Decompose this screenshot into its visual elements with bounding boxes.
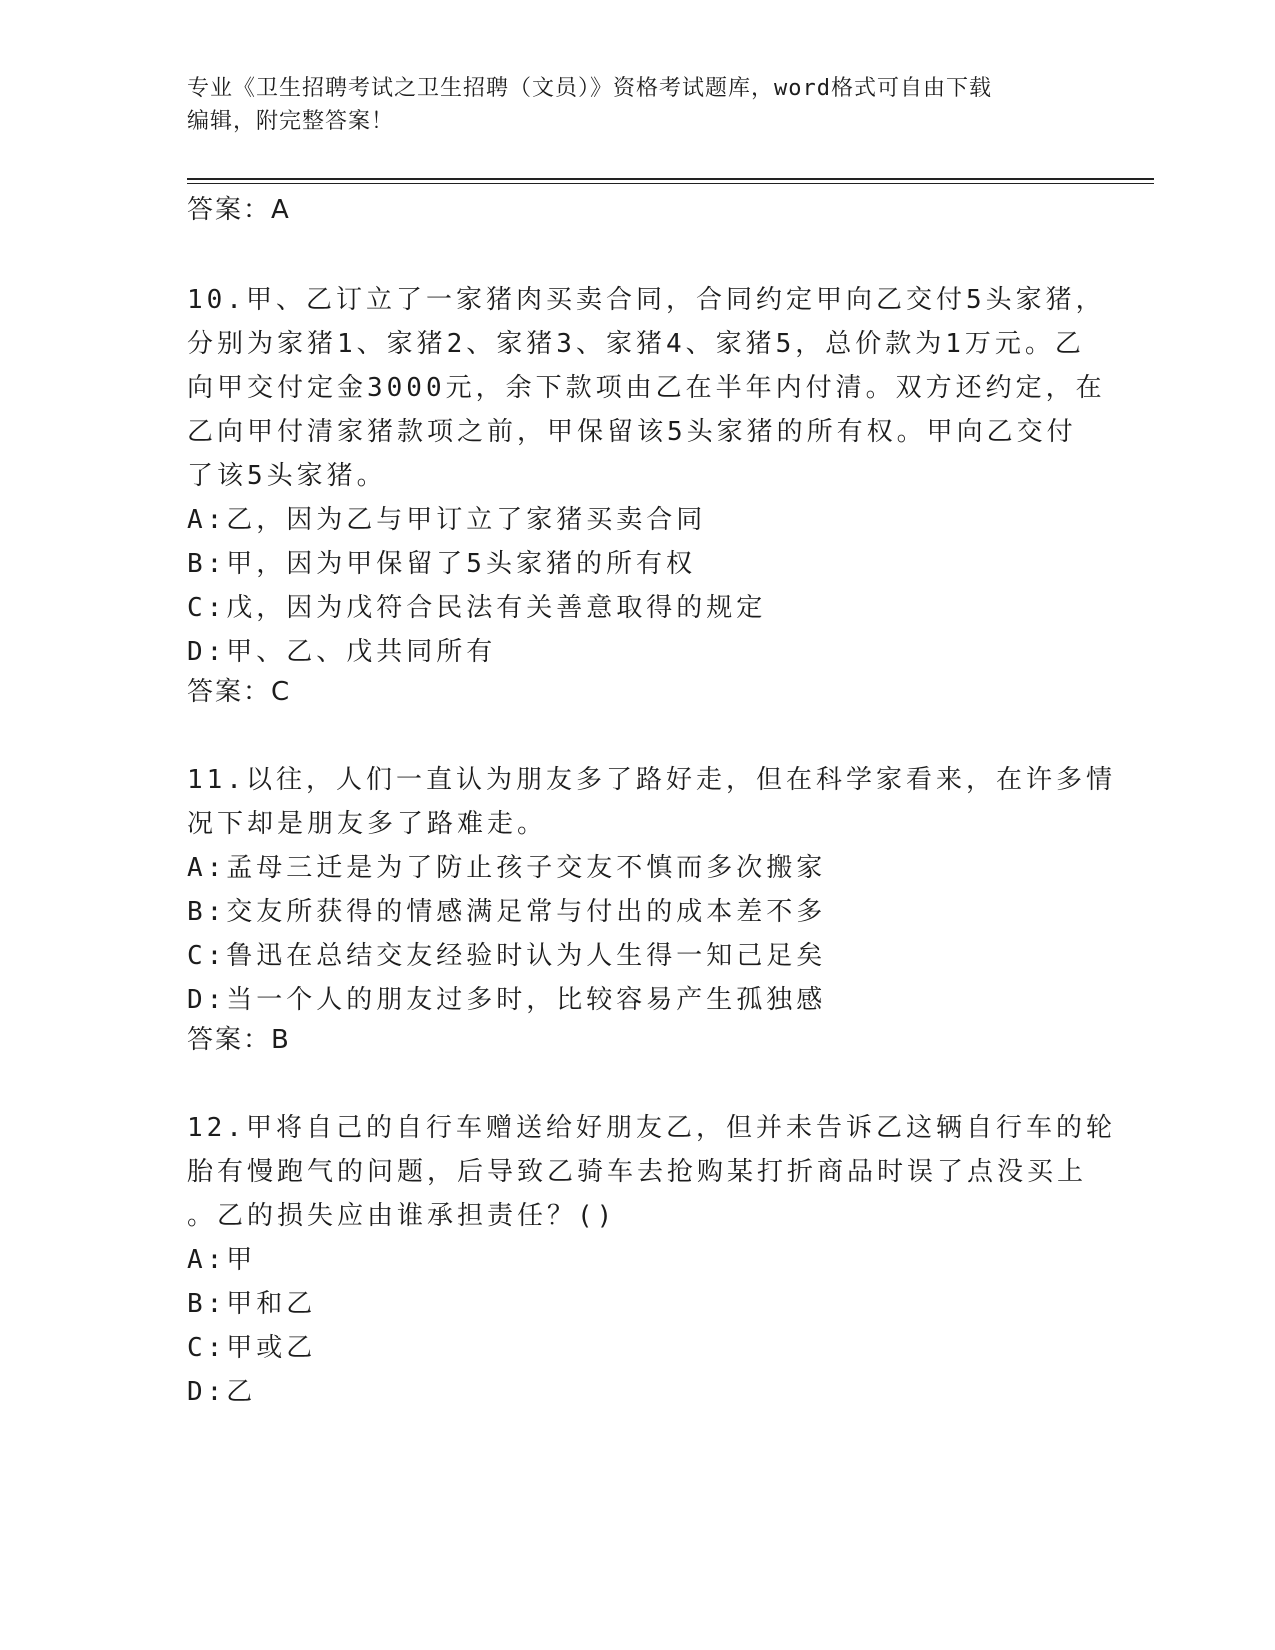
option-d: D:甲、乙、戊共同所有 — [187, 637, 497, 667]
answer: 答案：C — [187, 677, 292, 707]
header-divider — [187, 178, 1154, 180]
question-text-line: 分别为家猪1、家猪2、家猪3、家猪4、家猪5，总价款为1万元。乙 — [187, 329, 1085, 359]
question-text-line: 11.以往，人们一直认为朋友多了路好走，但在科学家看来，在许多情 — [187, 765, 1116, 795]
option-d: D:乙 — [187, 1377, 257, 1407]
question-text-line: 12.甲将自己的自行车赠送给好朋友乙，但并未告诉乙这辆自行车的轮 — [187, 1113, 1116, 1143]
header-line-1: 专业《卫生招聘考试之卫生招聘（文员）》资格考试题库，word格式可自由下载 — [187, 76, 992, 101]
option-a: A:甲 — [187, 1245, 257, 1275]
option-b: B:交友所获得的情感满足常与付出的成本差不多 — [187, 897, 827, 927]
answer: 答案：B — [187, 1025, 291, 1055]
question-text-line: 了该5头家猪。 — [187, 461, 387, 491]
option-b: B:甲和乙 — [187, 1289, 317, 1319]
question-text-line: 胎有慢跑气的问题，后导致乙骑车去抢购某打折商品时误了点没买上 — [187, 1157, 1088, 1187]
question-text-line: 。乙的损失应由谁承担责任？() — [187, 1201, 617, 1231]
option-a: A:乙，因为乙与甲订立了家猪买卖合同 — [187, 505, 707, 535]
question-text-line: 况下却是朋友多了路难走。 — [187, 809, 548, 839]
question-text-line: 向甲交付定金3000元，余下款项由乙在半年内付清。双方还约定，在 — [187, 373, 1106, 403]
option-c: C:戊，因为戊符合民法有关善意取得的规定 — [187, 593, 767, 623]
question-text-line: 10.甲、乙订立了一家猪肉买卖合同，合同约定甲向乙交付5头家猪， — [187, 285, 1106, 315]
header-divider-thin — [187, 183, 1154, 184]
option-d: D:当一个人的朋友过多时，比较容易产生孤独感 — [187, 985, 827, 1015]
option-b: B:甲，因为甲保留了5头家猪的所有权 — [187, 549, 696, 579]
question-text-line: 乙向甲付清家猪款项之前，甲保留该5头家猪的所有权。甲向乙交付 — [187, 417, 1077, 447]
option-c: C:鲁迅在总结交友经验时认为人生得一知己足矣 — [187, 941, 827, 971]
option-a: A:孟母三迁是为了防止孩子交友不慎而多次搬家 — [187, 853, 827, 883]
answer-previous: 答案：A — [187, 195, 291, 225]
option-c: C:甲或乙 — [187, 1333, 317, 1363]
document-header — [187, 72, 1087, 138]
header-line-2: 编辑，附完整答案！ — [187, 109, 395, 134]
